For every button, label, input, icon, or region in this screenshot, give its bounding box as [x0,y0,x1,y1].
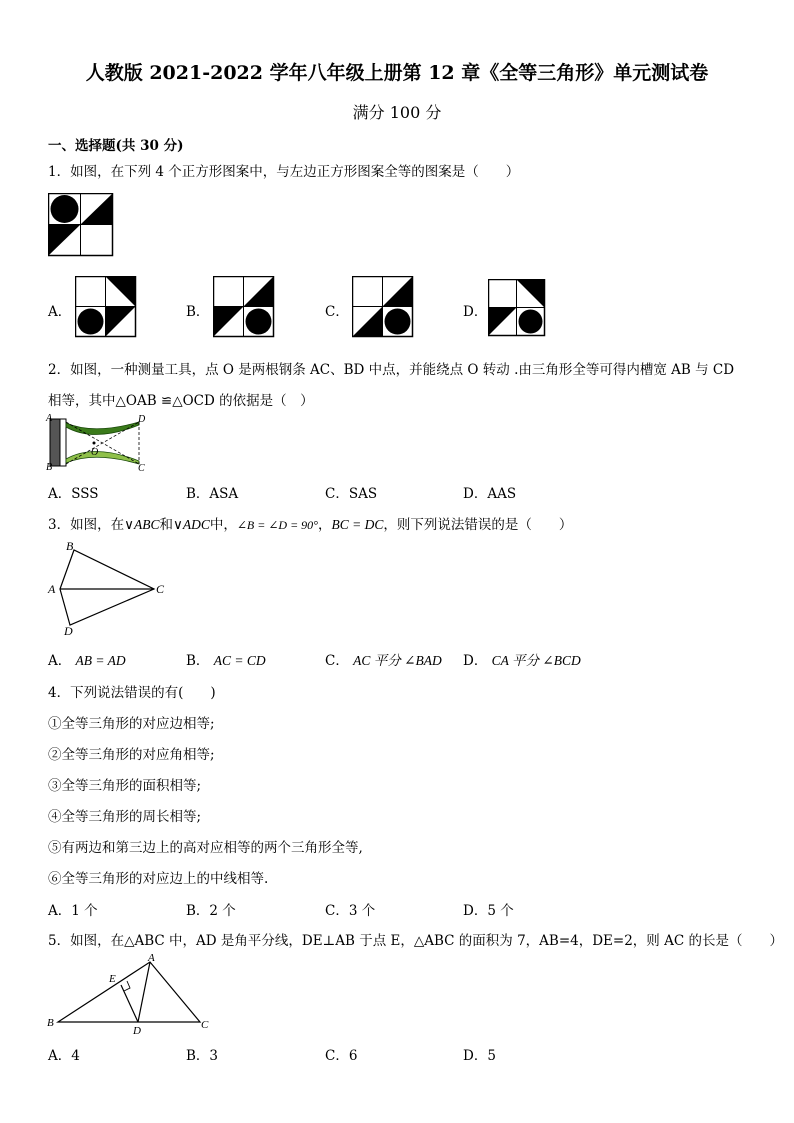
q2-label-b: B [46,462,53,473]
q3-text-post: ，则下列说法错误的是（ ） [383,517,573,533]
q5-option-d: D．5 [463,1048,496,1064]
q3-triangle-adc: ∨ADC [172,517,210,532]
question-5-text: 5．如图，在△ABC 中，AD 是角平分线，DE⊥AB 于点 E，△ABC 的面积为 7，AB=4，DE=2，则 AC 的长是（ ） [48,933,783,949]
q3-option-c: C． AC 平分 ∠BAD [325,653,442,669]
q1-option-c-label: C． [325,304,349,320]
q5-label-d: D [133,1025,141,1037]
q4-option-b: B．2 个 [186,903,236,919]
q3-condition-sides: BC = DC [331,517,384,532]
section-heading: 一、选择题(共 30 分) [48,138,184,154]
q5-triangle-figure [44,950,214,1038]
q1-reference-figure [48,193,114,257]
q2-option-d: D．AAS [463,486,517,502]
q4-statement-1: ①全等三角形的对应边相等; [48,716,215,732]
question-2-text-line1: 2．如图，一种测量工具，点 O 是两根钢条 AC、BD 中点，并能绕点 O 转动 .由三角形全等可得内槽宽 AB 与 CD [48,362,735,378]
q5-label-c: C [201,1019,209,1031]
question-3-text [48,513,572,533]
q3-text-in: 中， [209,517,237,533]
q4-option-a: A．1 个 [48,903,98,919]
q2-option-c: C．SAS [325,486,378,502]
q1-option-a-figure [75,276,137,338]
q3-label-a: A [48,582,56,596]
q2-measuring-tool-figure [44,413,154,473]
q3-option-d: D． CA 平分 ∠BCD [463,653,581,669]
q4-statement-2: ②全等三角形的对应角相等; [48,747,215,763]
q4-option-d: D．5 个 [463,903,514,919]
q3-text-sep: ， [317,517,332,533]
q3-triangle-abc: ∨ABC [124,517,160,532]
q5-label-b: B [47,1017,54,1029]
q2-label-c: C [138,463,145,473]
q3-option-b: B． AC = CD [186,653,266,669]
page-title: 人教版 2021-2022 学年八年级上册第 12 章《全等三角形》单元测试卷 [85,62,709,84]
q3-kite-figure [46,540,171,638]
q1-option-b-figure [213,276,275,338]
q2-label-o: O [91,447,99,458]
q2-label-a: A [46,413,53,424]
q1-option-d-label: D． [463,304,488,320]
q1-option-b-label: B． [186,304,210,320]
question-4-text: 4．下列说法错误的有( ) [48,685,216,701]
q3-label-d: D [64,624,73,638]
q3-text-pre: 3．如图，在 [48,517,125,533]
q5-option-b: B．3 [186,1048,219,1064]
q2-option-b: B．ASA [186,486,239,502]
q5-option-a: A．4 [48,1048,80,1064]
q4-option-c: C．3 个 [325,903,376,919]
q4-statement-6: ⑥全等三角形的对应边上的中线相等. [48,871,269,887]
q3-condition-angles: ∠B = ∠D = 90° [236,518,318,532]
question-1-text: 1．如图，在下列 4 个正方形图案中，与左边正方形图案全等的图案是（ ） [48,164,520,180]
q4-statement-4: ④全等三角形的周长相等; [48,809,202,825]
question-2-text-line2: 相等，其中△OAB ≌△OCD 的依据是（ ） [48,393,314,409]
q5-label-a: A [148,952,155,964]
q1-option-c-figure [352,276,414,338]
q1-option-d-figure [488,279,546,337]
q4-statement-3: ③全等三角形的面积相等; [48,778,202,794]
q5-label-e: E [109,973,116,985]
q3-label-c: C [156,582,165,596]
q5-option-c: C．6 [325,1048,358,1064]
q2-label-d: D [138,414,146,425]
q2-option-a: A．SSS [48,486,99,502]
q3-text-and: 和 [159,517,173,533]
q3-label-b: B [66,540,74,553]
q4-statement-5: ⑤有两边和第三边上的高对应相等的两个三角形全等, [48,840,363,856]
q1-option-a-label: A． [48,304,72,320]
q3-option-a: A． AB = AD [48,653,126,669]
page-subtitle: 满分 100 分 [352,103,442,122]
